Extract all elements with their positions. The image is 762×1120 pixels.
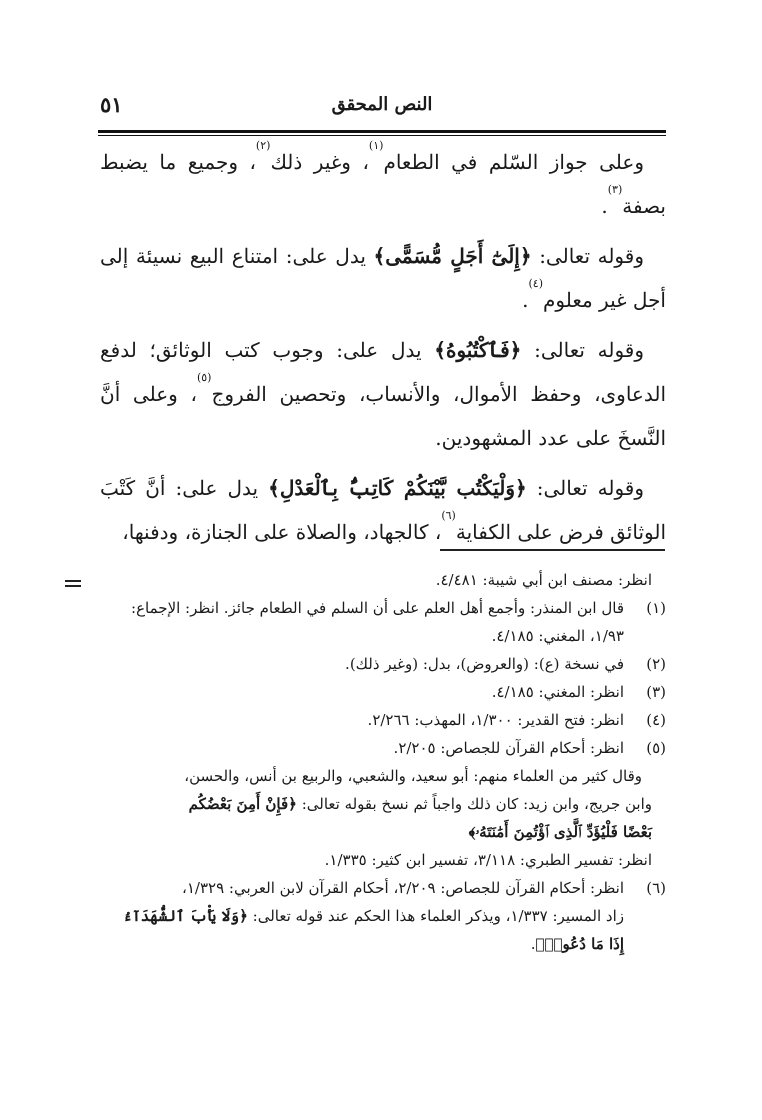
- footnotes: [98, 566, 666, 958]
- footnote-2: (٢)في نسخة (ع): (والعروض)، بدل: (وغير ذلك).: [98, 650, 666, 678]
- footnote-6-continuation-2: إِذَا مَا دُعُوا۟﴾.: [530, 935, 624, 953]
- header-rule-thin: [98, 135, 666, 136]
- quran-verse: ﴿فَإِنْ أَمِنَ بَعْضُكُم: [188, 795, 297, 813]
- footnote-number: (١): [646, 599, 666, 617]
- footnote-separator: [440, 549, 665, 551]
- quran-verse: بَعْضًا فَلْيُؤَدِّ ٱلَّذِى ٱؤْتُمِنَ أَمَٰنَتَهُۥ﴾: [468, 823, 652, 841]
- footnote-ref-6[interactable]: (٦): [441, 509, 456, 522]
- footnote-6-continuation: زاد المسير: ١/٣٣٧، ويذكر العلماء هذا الحكم عند قوله تعالى: ﴿وَلَا يَأْبَ ٱلشُّهَدَآءُ: [123, 907, 624, 925]
- quran-verse: ﴿وَلَا يَأْبَ ٱلشُّهَدَآءُ: [123, 907, 248, 925]
- footnote-6: (٦)انظر: أحكام القرآن للجصاص: ٢/٢٠٩، أحكام القرآن لابن العربي: ١/٣٢٩،: [98, 874, 666, 902]
- footnote-1-continuation: ١/٩٣، المغني: ٤/١٨٥.: [491, 627, 624, 645]
- footnote-number: (٤): [646, 711, 666, 729]
- paragraph-1: وعلى جواز السّلم في الطعام$^{(١)}$، وغير ذلك$^{(٢)}$، وجميع ما يضبط بصفة$^{(٣)}$.: [100, 139, 666, 218]
- paragraph-4: وقوله تعالى: ﴿وَلْيَكْتُب بَّيْنَكُمْ كَاتِبٌۢ بِٱلْعَدْلِ﴾ يدل على: أنَّ كَتْبَ الوثائق فرض على الكفاية$^{(٦)}$، كالجهاد، والصلاة على الجنازة، ودفنها،: [100, 476, 666, 544]
- footnote-5-note-line3: [98, 818, 666, 846]
- footnote-5-note: وقال كثير من العلماء منهم: أبو سعيد، والشعبي، والربيع بن أنس، والحسن،: [184, 767, 642, 785]
- footnote-0: انظر: مصنف ابن أبي شيبة: ٤/٤٨١.: [435, 571, 652, 589]
- main-text: [100, 140, 666, 554]
- footnote-5: (٥)انظر: أحكام القرآن للجصاص: ٢/٢٠٥.: [98, 734, 666, 762]
- footnote-1: (١)قال ابن المنذر: وأجمع أهل العلم على أن السلم في الطعام جائز. انظر: الإجماع:: [98, 594, 666, 622]
- footnote-ref-4[interactable]: (٤): [528, 277, 543, 290]
- page-header: [98, 88, 666, 128]
- footnote-number: (٣): [646, 683, 666, 701]
- margin-mark: [65, 580, 81, 590]
- footnote-number: (٦): [646, 879, 666, 897]
- footnote-ref-5[interactable]: (٥): [196, 371, 212, 384]
- paragraph-3: وقوله تعالى: ﴿فَٱكْتُبُوهُ﴾ يدل على: وجوب كتب الوثائق؛ لدفع الدعاوى، وحفظ الأموال، والأنساب، وتحصين الفروج$^{(٥)}$، وعلى أنَّ النَّسخَ على عدد المشهودين.: [100, 338, 667, 450]
- footnote-5-note-line4: انظر: تفسير الطبري: ٣/١١٨، تفسير ابن كثير: ١/٣٣٥.: [324, 851, 652, 869]
- footnote-4: (٤)انظر: فتح القدير: ١/٣٠٠، المهذب: ٢/٢٦٦.: [98, 706, 666, 734]
- footnote-3: (٣)انظر: المغني: ٤/١٨٥.: [98, 678, 666, 706]
- page-title: النص المحقق: [331, 94, 433, 115]
- header-rule-thick: [98, 130, 666, 133]
- paragraph-2: وقوله تعالى: ﴿إِلَىٰٓ أَجَلٍ مُّسَمًّى﴾ يدل على: امتناع البيع نسيئة إلى أجل غير معلوم$^{(٤)}$.: [100, 244, 666, 312]
- footnote-number: (٢): [646, 655, 666, 673]
- footnote-number: (٥): [646, 739, 666, 757]
- quran-verse: إِذَا مَا دُعُوا۟﴾: [535, 935, 624, 953]
- quran-verse: ﴿وَلْيَكْتُب بَّيْنَكُمْ كَاتِبٌۢ بِٱلْعَدْلِ﴾: [268, 476, 527, 500]
- footnote-ref-2[interactable]: (٢): [255, 139, 271, 152]
- footnote-5-note-line2: وابن جريج، وابن زيد: كان ذلك واجباً ثم نسخ بقوله تعالى: ﴿فَإِنْ أَمِنَ بَعْضُكُم: [188, 795, 652, 813]
- page-number: ٥١: [100, 92, 123, 117]
- footnote-ref-1[interactable]: (١): [368, 139, 384, 152]
- quran-verse: ﴿فَٱكْتُبُوهُ﴾: [434, 338, 522, 362]
- footnote-ref-3[interactable]: (٣): [607, 183, 623, 196]
- quran-verse: ﴿إِلَىٰٓ أَجَلٍ مُّسَمًّى﴾: [373, 244, 532, 268]
